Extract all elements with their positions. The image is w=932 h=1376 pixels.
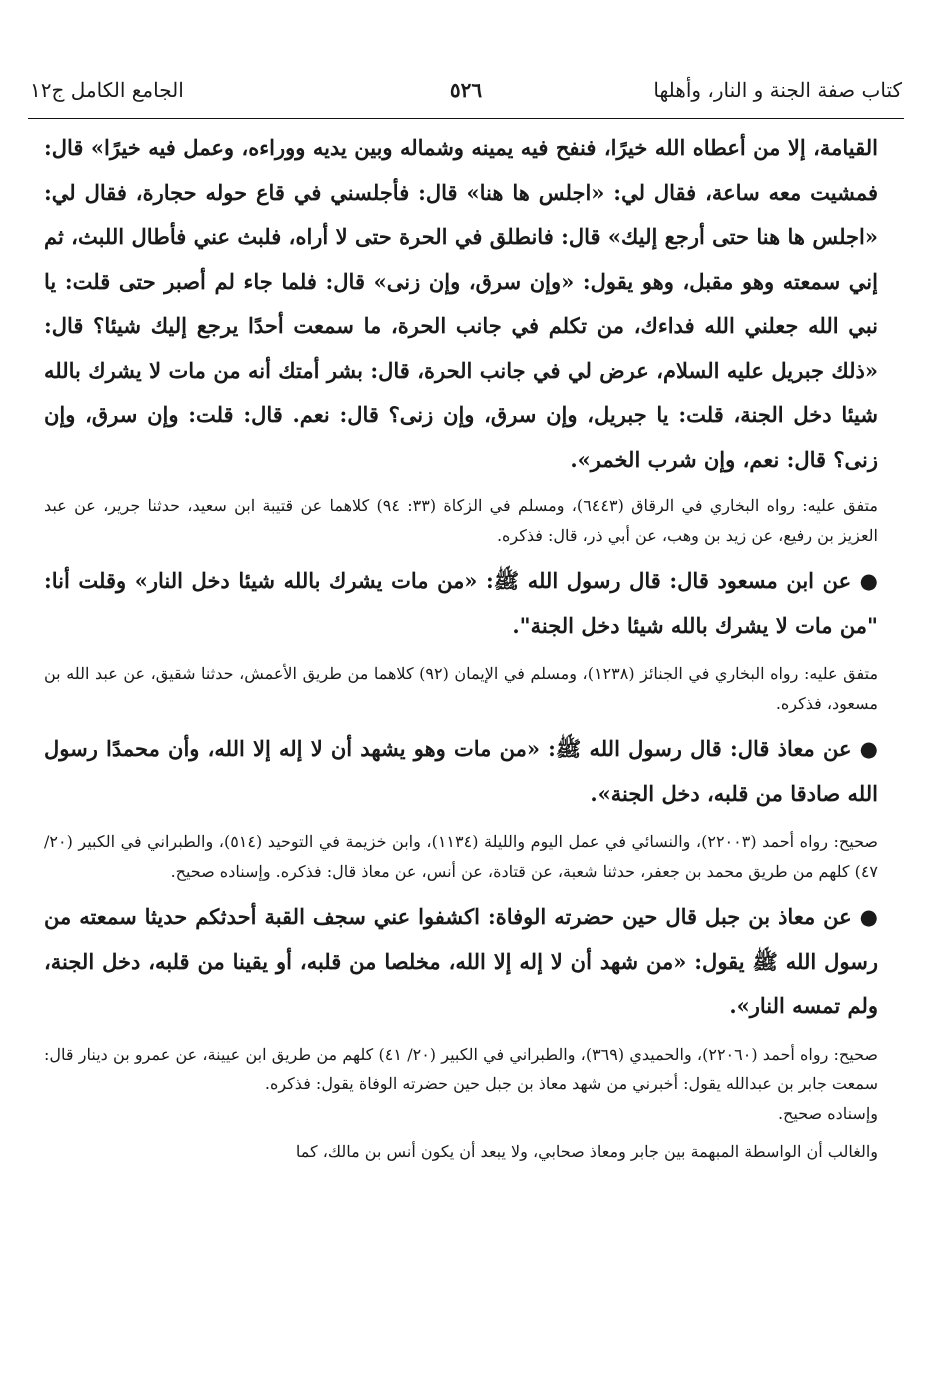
hadith-text: ● عن معاذ قال: قال رسول الله ﷺ: «من مات وهو يشهد أن لا إله إلا الله، وأن محمدًا رسول الله صادقا من قلبه، دخل الجنة». bbox=[44, 736, 878, 806]
running-head-book-title: كتاب صفة الجنة و النار، وأهلها bbox=[653, 78, 902, 102]
running-head-volume: الجامع الكامل ج١٢ bbox=[30, 78, 184, 102]
takhrij-note: متفق عليه: رواه البخاري في الرقاق (٦٤٤٣)، ومسلم في الزكاة (٣٣: ٩٤) كلاهما عن قتيبة ابن سعيد، حدثنا جرير، عن عبد العزيز بن رفيع، عن زيد بن وهب، عن أبي ذر، قال: فذكره. bbox=[44, 496, 879, 545]
page-number: ٥٢٦ bbox=[449, 78, 483, 102]
header-rule bbox=[28, 118, 904, 119]
commentary-note: والغالب أن الواسطة المبهمة بين جابر ومعاذ صحابي، ولا يبعد أن يكون أنس بن مالك، كما bbox=[295, 1142, 878, 1161]
hadith-text: القيامة، إلا من أعطاه الله خيرًا، فنفح فيه يمينه وشماله وبين يديه ووراءه، وعمل فيه خيرًا» قال: فمشيت معه ساعة، فقال لي: «اجلس ها هنا» قال: فأجلسني في قاع حوله حجارة، فقال لي: «اجلس ها هنا حتى أرجع إليك» قال: فانطلق في الحرة حتى لا أراه، فلبث عني فأطال اللبث، ثم إني سمعته وهو مقبل، وهو يقول: «وإن سرق، وإن زنى» قال: فلما جاء لم أصبر حتى قلت: يا نبي الله جعلني الله فداءك، من تكلم في جانب الحرة، ما سمعت أحدًا يرجع إليك شيئا؟ قال: «ذلك جبريل عليه السلام، عرض لي في جانب الحرة، قال: بشر أمتك أنه من مات لا يشرك بالله شيئا دخل الجنة، قلت: يا جبريل، وإن سرق، وإن زنى؟ قال: نعم. قال: قلت: وإن سرق، وإن زنى؟ قال: نعم، وإن شرب الخمر». bbox=[44, 135, 878, 472]
takhrij-note: متفق عليه: رواه البخاري في الجنائز (١٢٣٨)، ومسلم في الإيمان (٩٢) كلاهما من طريق الأعمش، حدثنا شقيق، عن عبد الله بن مسعود، فذكره. bbox=[44, 664, 879, 713]
takhrij-note: صحيح: رواه أحمد (٢٢٠٠٣)، والنسائي في عمل اليوم والليلة (١١٣٤)، وابن خزيمة في التوحيد (٥١٤)، والطبراني في الكبير (٢٠/ ٤٧) كلهم من طريق محمد بن جعفر، حدثنا شعبة، عن قتادة، عن أنس، عن معاذ قال: فذكره. وإسناده صحيح. bbox=[44, 832, 878, 881]
hadith-text: ● عن ابن مسعود قال: قال رسول الله ﷺ: «من مات يشرك بالله شيئا دخل النار» وقلت أنا: "من مات لا يشرك بالله شيئا دخل الجنة". bbox=[44, 568, 878, 638]
takhrij-note: صحيح: رواه أحمد (٢٢٠٦٠)، والحميدي (٣٦٩)، والطبراني في الكبير (٢٠/ ٤١) كلهم من طريق ابن عيينة، عن عمرو بن دينار قال: سمعت جابر بن عبدالله يقول: أخبرني من شهد معاذ بن جبل حين حضرته الوفاة يقول: فذكره. bbox=[44, 1044, 878, 1093]
hadith-text: ● عن معاذ بن جبل قال حين حضرته الوفاة: اكشفوا عني سجف القبة أحدثكم حديثا سمعته من رسول الله ﷺ يقول: «من شهد أن لا إله إلا الله، مخلصا من قلبه، أو يقينا من قلبه، دخل الجنة، ولم تمسه النار». bbox=[44, 904, 878, 1018]
page-body bbox=[44, 126, 878, 1368]
isnad-grade-note: وإسناده صحيح. bbox=[777, 1103, 878, 1123]
page-header bbox=[30, 70, 902, 110]
